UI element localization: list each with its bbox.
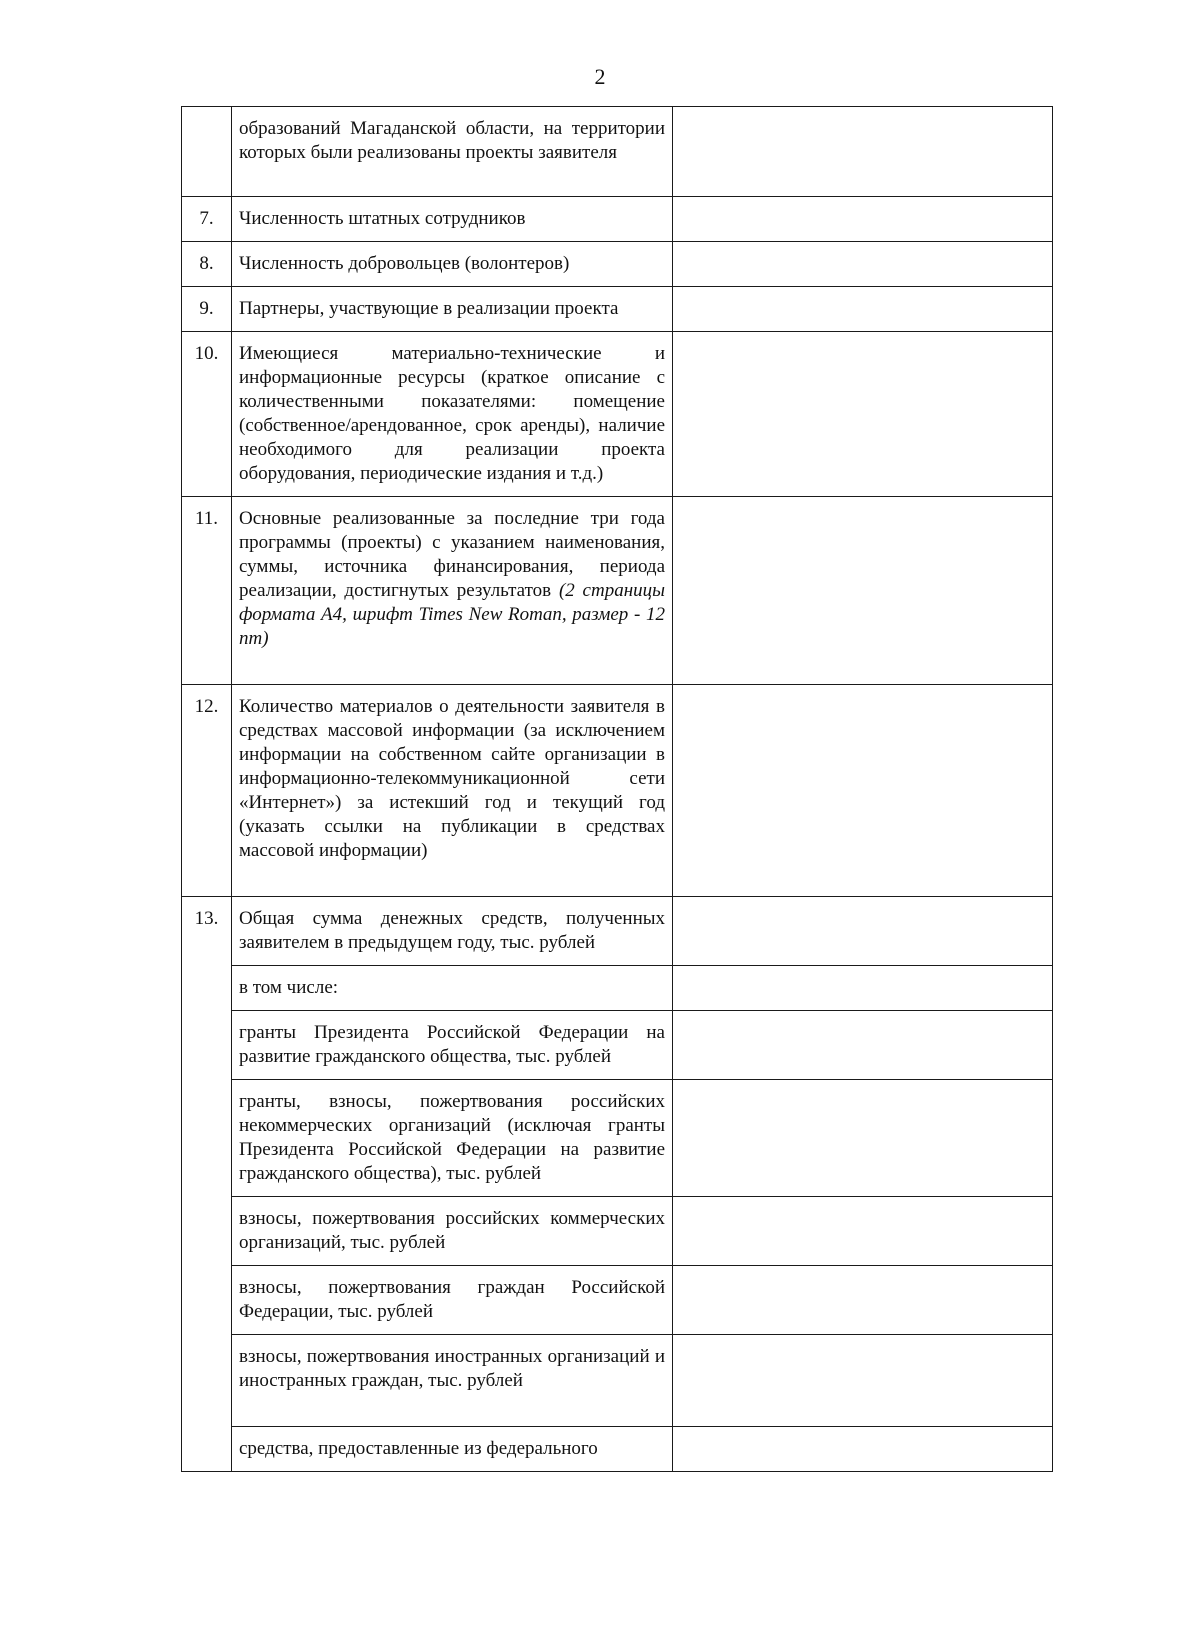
row-value-cell[interactable] xyxy=(673,897,1053,966)
row-label: взносы, пожертвования российских коммерческих организаций, тыс. рублей xyxy=(232,1197,673,1266)
row-value-cell[interactable] xyxy=(673,966,1053,1011)
row-label: Общая сумма денежных средств, полученных заявителем в предыдущем году, тыс. рублей xyxy=(232,897,673,966)
row-label: Численность добровольцев (волонтеров) xyxy=(232,242,673,287)
row-value-cell[interactable] xyxy=(673,242,1053,287)
row-label: гранты Президента Российской Федерации на развитие гражданского общества, тыс. рублей xyxy=(232,1011,673,1080)
row-value-cell[interactable] xyxy=(673,1080,1053,1197)
table-row xyxy=(182,332,1053,497)
row-number: 12. xyxy=(182,685,232,897)
table-row xyxy=(182,1427,1053,1472)
row-number: 8. xyxy=(182,242,232,287)
table-row xyxy=(182,966,1053,1011)
row-number: 13. xyxy=(182,897,232,1472)
row-value-cell[interactable] xyxy=(673,332,1053,497)
row-value-cell[interactable] xyxy=(673,1011,1053,1080)
row-label: Основные реализованные за последние три года программы (проекты) с указанием наименования, суммы, источника финансирования, периода реализации, достигнутых результатов (2 страницы формата А4, шрифт Times New Roman, размер - 12 пт) xyxy=(232,497,673,685)
row-label: Количество материалов о деятельности заявителя в средствах массовой информации (за исключением информации на собственном сайте организации в информационно-телекоммуникационной сети «Интернет») за истекший год и текущий год (указать ссылки на публикации в средствах массовой информации) xyxy=(232,685,673,897)
row-label: гранты, взносы, пожертвования российских некоммерческих организаций (исключая гранты Президента Российской Федерации на развитие гражданского общества), тыс. рублей xyxy=(232,1080,673,1197)
table-row xyxy=(182,242,1053,287)
row-value-cell[interactable] xyxy=(673,197,1053,242)
row-label: образований Магаданской области, на территории которых были реализованы проекты заявителя xyxy=(232,107,673,197)
row-number: 9. xyxy=(182,287,232,332)
row-label: Имеющиеся материально-технические и информационные ресурсы (краткое описание с количественными показателями: помещение (собственное/арендованное, срок аренды), наличие необходимого для реализации проекта оборудования, периодические издания и т.д.) xyxy=(232,332,673,497)
row-value-cell[interactable] xyxy=(673,497,1053,685)
row-label: Партнеры, участвующие в реализации проекта xyxy=(232,287,673,332)
table-row xyxy=(182,197,1053,242)
table-row xyxy=(182,1080,1053,1197)
row-label: взносы, пожертвования граждан Российской Федерации, тыс. рублей xyxy=(232,1266,673,1335)
row-value-cell[interactable] xyxy=(673,287,1053,332)
row-value-cell[interactable] xyxy=(673,1197,1053,1266)
table-row xyxy=(182,685,1053,897)
row-value-cell[interactable] xyxy=(673,1427,1053,1472)
row-label: Численность штатных сотрудников xyxy=(232,197,673,242)
table-row xyxy=(182,1011,1053,1080)
row-label: в том числе: xyxy=(232,966,673,1011)
row-value-cell[interactable] xyxy=(673,1335,1053,1427)
application-form-table xyxy=(181,106,1053,1472)
table-row xyxy=(182,107,1053,197)
row-number: 11. xyxy=(182,497,232,685)
table-row xyxy=(182,1335,1053,1427)
row-number xyxy=(182,107,232,197)
table-row xyxy=(182,1266,1053,1335)
row-value-cell[interactable] xyxy=(673,1266,1053,1335)
table-row xyxy=(182,497,1053,685)
row-label-note: (2 страницы формата А4, шрифт Times New Roman, размер - 12 пт) xyxy=(239,580,666,649)
page-number: 2 xyxy=(594,64,606,89)
row-number: 7. xyxy=(182,197,232,242)
table-row xyxy=(182,1197,1053,1266)
table-row xyxy=(182,897,1053,966)
row-label: средства, предоставленные из федерального xyxy=(232,1427,673,1472)
row-label: взносы, пожертвования иностранных организаций и иностранных граждан, тыс. рублей xyxy=(232,1335,673,1427)
table-row xyxy=(182,287,1053,332)
row-value-cell[interactable] xyxy=(673,107,1053,197)
row-number: 10. xyxy=(182,332,232,497)
row-value-cell[interactable] xyxy=(673,685,1053,897)
